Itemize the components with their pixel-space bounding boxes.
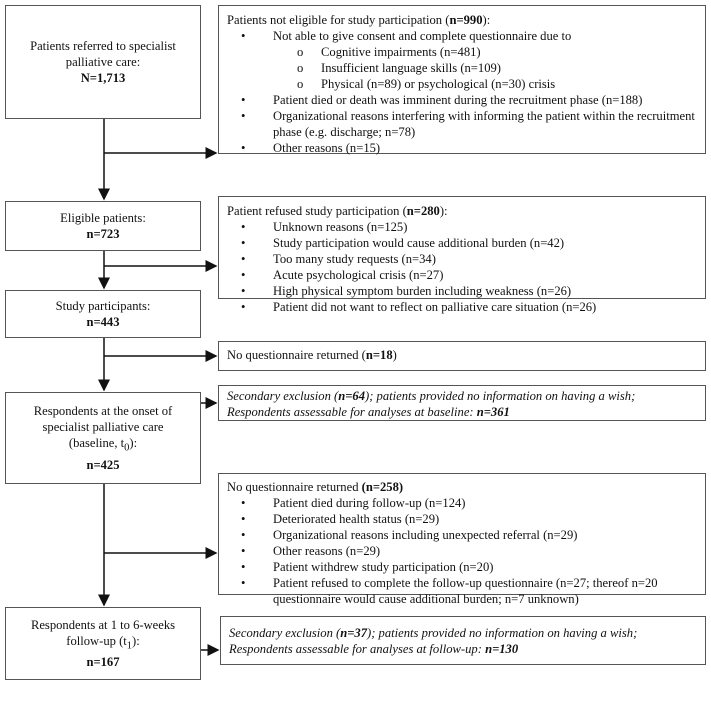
baseline-box [5, 392, 201, 484]
list-item: • Acute psychological crisis (n=27) [227, 267, 697, 283]
list-item: • Patient died or death was imminent during the recruitment phase (n=188) [227, 92, 697, 108]
list-item: • Patient did not want to reflect on palliative care situation (n=26) [227, 299, 697, 315]
referred-count: N=1,713 [80, 71, 126, 85]
eligible-count: n=723 [86, 227, 120, 241]
list-item: • Organizational reasons interfering with informing the patient within the recruitment phase (e.g. discharge; n=78) [227, 108, 697, 140]
list-item: • Patient withdrew study participation (n=20) [227, 559, 697, 575]
followup-label: Respondents at 1 to 6-weeks [30, 617, 176, 632]
no-questionnaire-title: No questionnaire returned (n=258) [227, 480, 404, 494]
list-item: • Patient refused to complete the follow-up questionnaire (n=27; thereof n=20 questionnaire would cause additional burden; n=7 unknown) [227, 575, 697, 607]
list-subitem: o Cognitive impairments (n=481) [227, 44, 697, 60]
eligible-box [5, 201, 201, 251]
list-subitem: o Insufficient language skills (n=109) [227, 60, 697, 76]
list-item: • Study participation would cause additional burden (n=42) [227, 235, 697, 251]
referred-box [5, 5, 201, 119]
list-item: • Other reasons (n=29) [227, 543, 697, 559]
followup-exclusion-box: Secondary exclusion (n=37); patients provided no information on having a wish; Respondents assessable for analyses at follow-up: n=130 [220, 616, 706, 665]
followup-box [5, 607, 201, 680]
no-questionnaire-18-box: No questionnaire returned (n=18) [218, 341, 706, 371]
participants-count: n=443 [86, 315, 120, 329]
eligible-label: Eligible patients: [60, 211, 146, 225]
not-eligible-title: Patients not eligible for study participation (n=990): [227, 13, 491, 27]
list-item: • Not able to give consent and complete questionnaire due to [227, 28, 697, 44]
participants-label: Study participants: [55, 299, 151, 313]
followup-count: n=167 [86, 655, 120, 670]
baseline-label: Respondents at the onset of specialist palliative care [33, 404, 173, 435]
list-item: • Patient died during follow-up (n=124) [227, 495, 697, 511]
no-questionnaire-258-box [218, 473, 706, 606]
list-item: • Too many study requests (n=34) [227, 251, 697, 267]
list-subitem: o Physical (n=89) or psychological (n=30) crisis [227, 76, 697, 92]
list-item: • Unknown reasons (n=125) [227, 219, 697, 235]
baseline-label-2: (baseline, $t_0$): [68, 436, 138, 454]
list-item: • Organizational reasons including unexpected referral (n=29) [227, 527, 697, 543]
refused-box [218, 196, 706, 314]
followup-label-2: follow-up $(t_1)$: [66, 633, 140, 652]
list-item: • Other reasons (n=15) [227, 140, 697, 156]
baseline-exclusion-box: Secondary exclusion (n=64); patients provided no information on having a wish; Respondents assessable for analyses at baseline: n=361 [218, 385, 706, 421]
participants-box [5, 290, 201, 338]
not-eligible-box [218, 5, 706, 154]
list-item: • High physical symptom burden including weakness (n=26) [227, 283, 697, 299]
refused-title: Patient refused study participation (n=280): [227, 204, 448, 218]
baseline-count: n=425 [86, 457, 120, 472]
list-item: • Deteriorated health status (n=29) [227, 511, 697, 527]
referred-label: Patients referred to specialist palliative care: [30, 39, 176, 69]
